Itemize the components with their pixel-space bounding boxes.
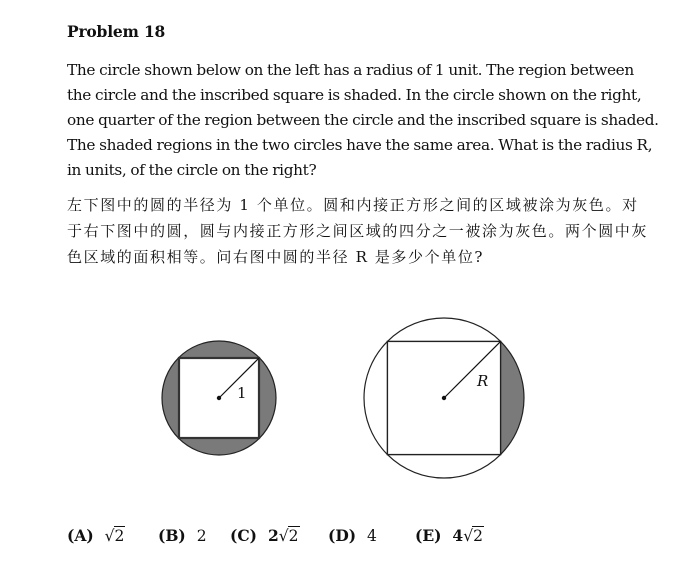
choice-a[interactable] [67, 526, 125, 545]
choice-e[interactable] [415, 526, 484, 545]
choice-label: (E) [415, 526, 442, 545]
choice-label: (D) [328, 526, 357, 545]
choice-label: (B) [158, 526, 186, 545]
choice-b[interactable] [158, 526, 207, 545]
english-line: one quarter of the region between the circle and the inscribed square is shaded. [67, 111, 659, 129]
chinese-line: 色区域的面积相等。问右图中圆的半径 R 是多少个单位? [67, 248, 485, 266]
chinese-line: 左下图中的圆的半径为 1 个单位。圆和内接正方形之间的区域被涂为灰色。对 [67, 196, 639, 214]
choice-c[interactable] [230, 526, 300, 545]
sqrt-expression: √2 [278, 527, 299, 545]
problem-title: Problem 18 [67, 22, 166, 41]
choice-label: (C) [230, 526, 258, 545]
choice-coefficient: 4 [452, 526, 464, 545]
left-circle-figure [162, 341, 276, 455]
answer-choices [0, 526, 675, 550]
right-radius-line [444, 341, 501, 398]
right-center-dot [442, 396, 446, 400]
chinese-line: 于右下图中的圆，圆与内接正方形之间区域的四分之一被涂为灰色。两个圆中灰 [67, 222, 649, 240]
right-shaded-segment [501, 341, 524, 454]
choice-value: 2 [196, 527, 207, 545]
choice-label: (A) [67, 526, 94, 545]
right-circle-figure [364, 318, 524, 478]
choice-value: 4 [367, 527, 377, 545]
choice-coefficient: 2 [267, 526, 279, 545]
choice-d[interactable] [328, 526, 377, 545]
left-radius-label: 1 [237, 384, 247, 402]
left-center-dot [217, 396, 221, 400]
english-line: The circle shown below on the left has a radius of 1 unit. The region between [67, 61, 634, 79]
english-line: in units, of the circle on the right? [67, 161, 317, 179]
right-radius-label: R [477, 372, 489, 390]
sqrt-expression: √2 [463, 527, 483, 545]
sqrt-expression: √2 [104, 527, 125, 545]
english-line: The shaded regions in the two circles have the same area. What is the radius R, [67, 136, 653, 154]
english-line: the circle and the inscribed square is shaded. In the circle shown on the right, [67, 86, 642, 104]
